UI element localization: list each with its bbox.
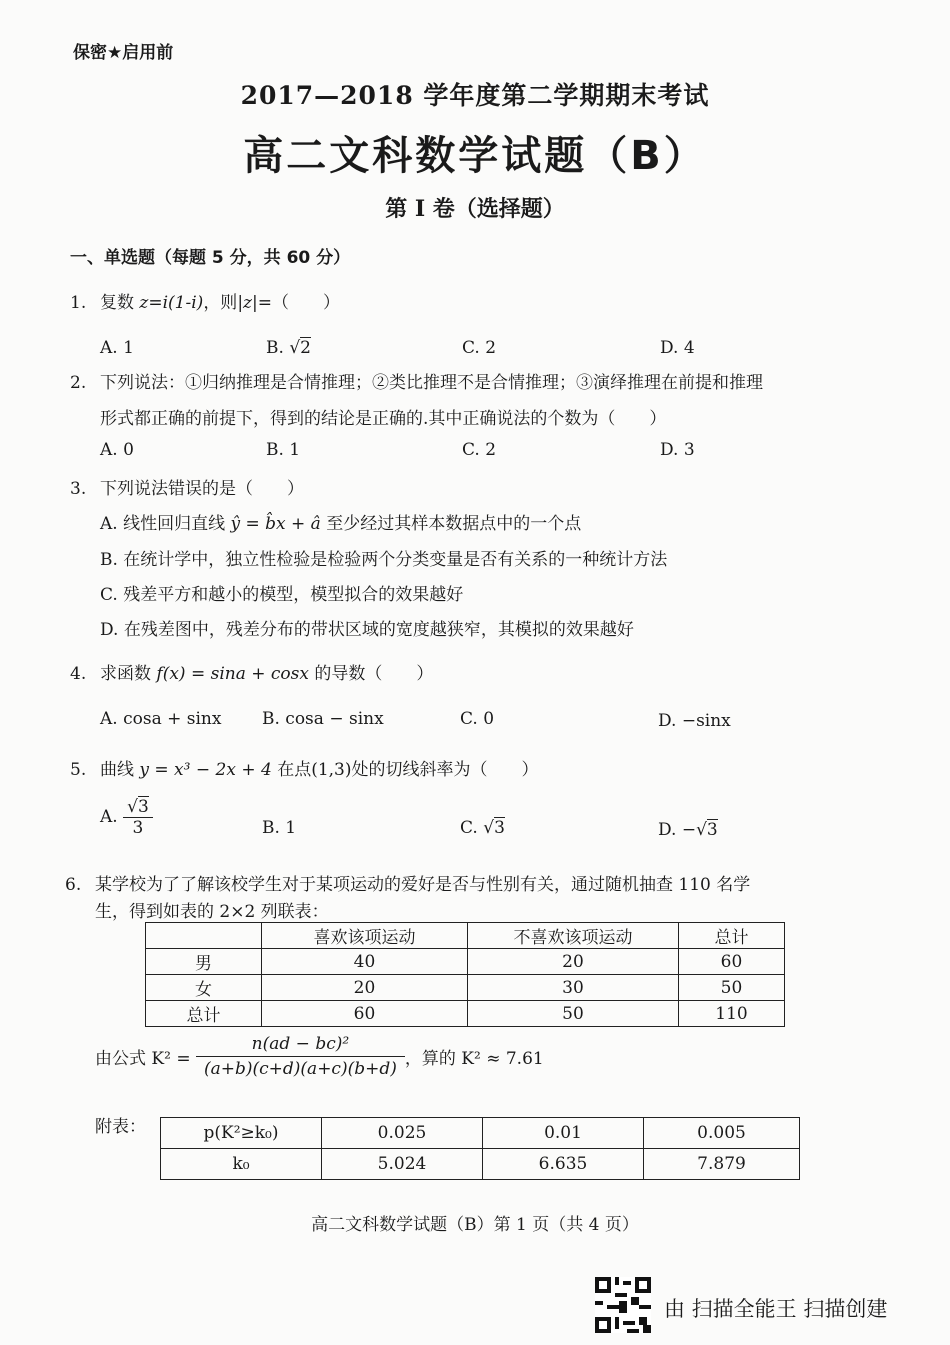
- section-heading: 一、单选题（每题 5 分，共 60 分）: [70, 248, 351, 268]
- table-cell: 总计: [146, 1001, 262, 1027]
- page-footer: 高二文科数学试题（B）第 1 页（共 4 页）: [311, 1215, 639, 1235]
- scanner-watermark: 由 扫描全能王 扫描创建: [664, 1297, 888, 1321]
- table-row: [146, 949, 785, 975]
- appendix-table: [160, 1117, 800, 1180]
- q4-pre: 求函数: [100, 664, 157, 684]
- q4-option-b: B. cosa − sinx: [262, 709, 384, 729]
- q1-post: =（ ）: [257, 293, 340, 313]
- question-number: 4.: [70, 664, 87, 684]
- q3-a-formula: ŷ = b̂x + â: [230, 514, 321, 534]
- table-cell: 5.024: [322, 1149, 483, 1180]
- question-1: [70, 288, 340, 313]
- table-cell: 20: [468, 949, 679, 975]
- q1-pre: 复数: [100, 293, 140, 313]
- table-header: 喜欢该项运动: [262, 923, 468, 949]
- fraction: [123, 797, 153, 838]
- table-header: 不喜欢该项运动: [468, 923, 679, 949]
- q5-option-b: B. 1: [262, 818, 297, 838]
- q4-option-d: D. −sinx: [658, 711, 731, 731]
- table-cell: 0.01: [483, 1118, 644, 1149]
- q5-option-d: D. −√3: [658, 820, 718, 840]
- table-cell: [146, 923, 262, 949]
- q3-a-post: 至少经过其样本数据点中的一个点: [320, 514, 582, 534]
- q2-line2: 形式都正确的前提下，得到的结论是正确的.其中正确说法的个数为（ ）: [100, 409, 667, 429]
- table-cell: 20: [262, 975, 468, 1001]
- table-cell: 女: [146, 975, 262, 1001]
- table-cell: 7.879: [644, 1149, 800, 1180]
- table-cell: 0.005: [644, 1118, 800, 1149]
- exam-name: 2017—2018 学年度第二学期期末考试: [240, 81, 710, 110]
- q2-option-a: A. 0: [100, 440, 134, 460]
- q2-option-b: B. 1: [266, 440, 301, 460]
- table-header: 总计: [679, 923, 785, 949]
- table-cell: 40: [262, 949, 468, 975]
- sqrt-radicand: 3: [706, 820, 718, 840]
- option-label: C.: [460, 818, 484, 838]
- appendix-label: 附表：: [95, 1117, 146, 1137]
- q1-mid: ，则: [203, 293, 238, 313]
- question-6: [65, 870, 750, 895]
- q4-post: 的导数（ ）: [308, 664, 434, 684]
- question-4: [70, 659, 433, 684]
- question-number: 6.: [65, 875, 82, 895]
- page-title: 高二文科数学试题（B）: [243, 133, 707, 179]
- option-label: D. −: [658, 820, 697, 840]
- q4-formula: f(x) = sina + cosx: [156, 664, 309, 684]
- q1-option-c: C. 2: [462, 338, 497, 358]
- question-2: [70, 368, 763, 393]
- fraction-denominator: 3: [132, 818, 144, 838]
- sqrt-radicand: 3: [137, 797, 149, 817]
- table-cell: p(K²≥k₀): [161, 1118, 322, 1149]
- qr-code-icon: [595, 1277, 651, 1333]
- sqrt-symbol: √: [289, 338, 301, 358]
- contingency-table: [145, 922, 785, 1027]
- question-number: 1.: [70, 293, 87, 313]
- q3-option-c: C. 残差平方和越小的模型，模型拟合的效果越好: [100, 585, 464, 605]
- q1-abs: |z|: [237, 293, 258, 313]
- formula-numerator: n(ad − bc)²: [196, 1032, 405, 1057]
- q2-option-c: C. 2: [462, 440, 497, 460]
- option-label: A.: [100, 807, 124, 827]
- q5-post: 在点(1,3)处的切线斜率为（ ）: [271, 760, 539, 780]
- q5-option-a: [100, 797, 153, 838]
- table-cell: 30: [468, 975, 679, 1001]
- sqrt-radicand: 2: [300, 338, 311, 358]
- question-number: 5.: [70, 760, 87, 780]
- q3-option-a: [100, 509, 581, 534]
- table-cell: 6.635: [483, 1149, 644, 1180]
- table-cell: k₀: [161, 1149, 322, 1180]
- sqrt-radicand: 3: [494, 818, 505, 838]
- table-cell: 50: [679, 975, 785, 1001]
- formula-denominator: (a+b)(c+d)(a+c)(b+d): [203, 1059, 397, 1079]
- question-number: 3.: [70, 479, 87, 499]
- question-number: 2.: [70, 373, 87, 393]
- q3-option-d: D. 在残差图中，残差分布的带状区域的宽度越狭窄，其模拟的效果越好: [100, 620, 634, 640]
- part-heading: 第 I 卷（选择题）: [385, 196, 565, 222]
- q3-stem: 下列说法错误的是（ ）: [100, 479, 304, 499]
- q4-option-c: C. 0: [460, 709, 495, 729]
- q5-formula: y = x³ − 2x + 4: [139, 760, 272, 780]
- q2-option-d: D. 3: [660, 440, 695, 460]
- table-row: [161, 1149, 800, 1180]
- table-cell: 0.025: [322, 1118, 483, 1149]
- q1-option-b: [266, 338, 311, 358]
- formula-pre: 由公式 K² =: [95, 1049, 196, 1069]
- table-cell: 男: [146, 949, 262, 975]
- formula-fraction: [196, 1032, 405, 1081]
- table-cell: 60: [262, 1001, 468, 1027]
- q4-option-a: A. cosa + sinx: [100, 709, 222, 729]
- q6-line2: 生，得到如表的 2×2 列联表：: [95, 902, 329, 922]
- formula-post: ，算的 K² ≈ 7.61: [404, 1049, 544, 1069]
- table-row: [146, 1001, 785, 1027]
- q3-a-pre: A. 线性回归直线: [100, 514, 231, 534]
- table-row: [161, 1118, 800, 1149]
- question-5: [70, 755, 539, 780]
- q6-line1: 某学校为了了解该校学生对于某项运动的爱好是否与性别有关，通过随机抽查 110 名学: [95, 875, 751, 895]
- q5-option-c: C. √3: [460, 818, 505, 838]
- q1-expression: z=i(1-i): [139, 293, 204, 313]
- q1-option-a: A. 1: [100, 338, 134, 358]
- q2-line1: 下列说法：①归纳推理是合情推理；②类比推理不是合情推理；③演绎推理在前提和推理: [100, 373, 763, 393]
- confidential-label: 保密★启用前: [73, 43, 174, 63]
- q3-option-b: B. 在统计学中，独立性检验是检验两个分类变量是否有关系的一种统计方法: [100, 550, 668, 570]
- k-squared-formula: [95, 1032, 544, 1081]
- table-row: [146, 923, 785, 949]
- table-cell: 110: [679, 1001, 785, 1027]
- fraction-numerator: √3: [123, 797, 153, 818]
- table-cell: 60: [679, 949, 785, 975]
- option-label: B.: [266, 338, 290, 358]
- table-cell: 50: [468, 1001, 679, 1027]
- question-3: [70, 474, 304, 499]
- q1-option-d: D. 4: [660, 338, 695, 358]
- q5-pre: 曲线: [100, 760, 140, 780]
- table-row: [146, 975, 785, 1001]
